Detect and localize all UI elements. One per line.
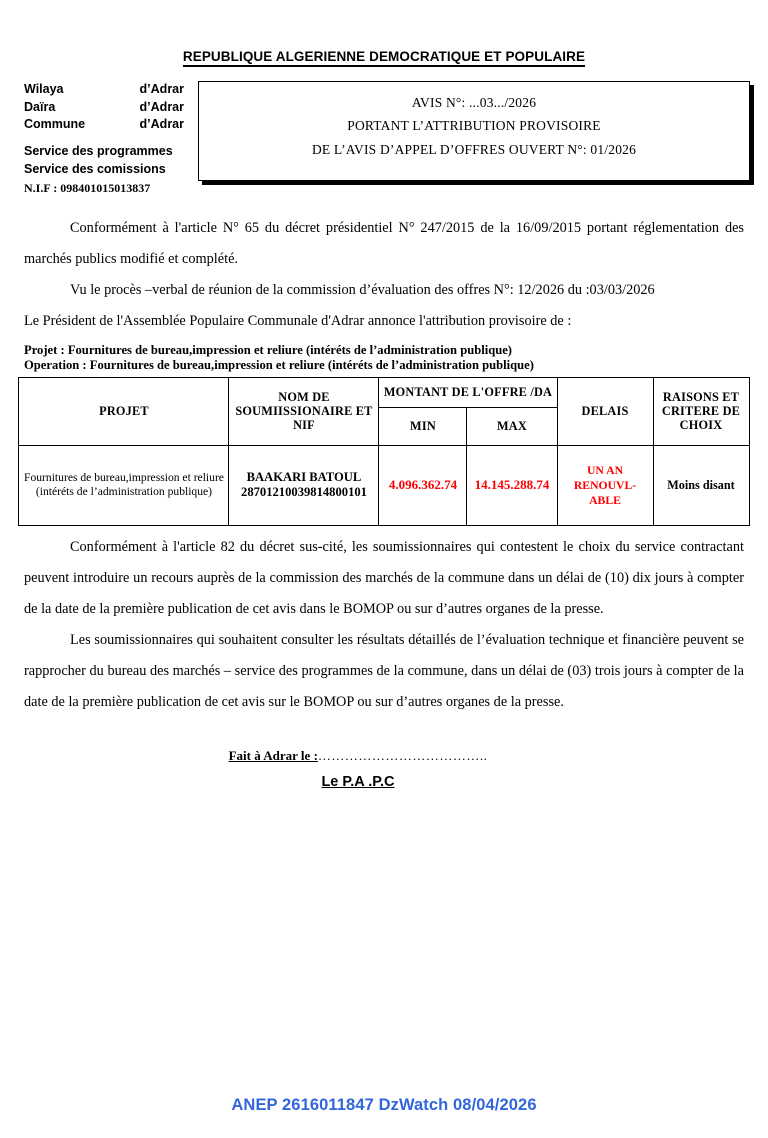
project-operation-block (24, 343, 744, 374)
signature-block (0, 748, 768, 791)
header-commune-row (24, 116, 184, 134)
footer-anep (0, 1096, 768, 1115)
paragraph-appeal-procedure: Conformément à l'article 82 du décret sus-cité, les soumissionnaires qui contestent le choix du service contractant peuvent introduire un recours auprès de la commission des marchés de la commune dans un délai de (10) dix jours à compter de la date de la première publication de cet avis dans le BOMOP ou sur d’autres organes de la presse. (24, 538, 744, 617)
header-service-comissions: Service des comissions (24, 161, 166, 176)
signature-signer: Le P.A .P.C (321, 773, 395, 790)
header-row (0, 81, 768, 197)
operation-line: Operation : Fournitures de bureau,impression et reliure (intéréts de l’administration publique) (24, 358, 534, 373)
cell-max-amount: 14.145.288.74 (467, 445, 557, 525)
signature-dots: ……………………………….. (317, 747, 488, 763)
page-title-text: REPUBLIQUE ALGERIENNE DEMOCRATIQUE ET POPULAIRE (183, 49, 585, 67)
header-left-spacer (24, 134, 184, 143)
table-body (19, 445, 749, 525)
th-projet: PROJET (19, 377, 229, 445)
header-daira-row (24, 99, 184, 117)
notice-number: AVIS N°: ...03.../2026 (411, 94, 537, 110)
document-body-lower (0, 532, 768, 718)
table-head (19, 377, 749, 445)
th-delais: DELAIS (557, 377, 653, 445)
notice-title-box (198, 81, 750, 182)
footer-anep-text: ANEP 2616011847 DzWatch 08/04/2026 (231, 1096, 537, 1114)
th-montant: MONTANT DE L'OFFRE /DA (379, 377, 557, 407)
header-commune-label: Commune (24, 117, 86, 132)
cell-soumissionaire-nom: BAAKARI BATOUL (246, 470, 362, 485)
notice-subject: PORTANT L’ATTRIBUTION PROVISOIRE (347, 118, 601, 134)
attribution-table (18, 377, 749, 526)
th-soumissionaire: NOM DE SOUMIISSIONAIRE ET NIF (229, 377, 379, 445)
page-title (0, 0, 768, 65)
header-commune-value: d’Adrar (139, 117, 184, 132)
signature-inner (229, 748, 488, 790)
th-max: MAX (467, 407, 557, 445)
paragraph-decree-reference: Conformément à l'article N° 65 du décret présidentiel N° 247/2015 de la 16/09/2015 portant réglementation des marchés publics modifié et complété. (24, 219, 744, 267)
cell-raisons: Moins disant (653, 445, 749, 525)
cell-soumissionaire-nif: 28701210039814800101 (241, 485, 367, 500)
header-wilaya-row (24, 81, 184, 99)
cell-soumissionaire (229, 445, 379, 525)
header-left-block (24, 81, 184, 197)
project-line: Projet : Fournitures de bureau,impression et reliure (intéréts de l’administration publique) (24, 342, 512, 357)
signature-place-line (229, 748, 488, 764)
header-daira-value: d’Adrar (139, 99, 184, 114)
header-wilaya-label: Wilaya (24, 81, 64, 96)
cell-min-amount: 4.096.362.74 (379, 445, 467, 525)
header-nif: N.I.F : 098401015013837 (24, 180, 151, 195)
signature-place-label: Fait à Adrar le : (228, 747, 318, 763)
cell-delais: UN AN RENOUVL-ABLE (557, 445, 653, 525)
header-service-programmes: Service des programmes (24, 144, 173, 159)
th-raisons: RAISONS ET CRITERE DE CHOIX (653, 377, 749, 445)
notice-tender-reference: DE L’AVIS D’APPEL D’OFFRES OUVERT N°: 01/2026 (311, 141, 637, 157)
paragraph-consult-results: Les soumissionnaires qui souhaitent consulter les résultats détaillés de l’évaluation technique et financière peuvent se rapprocher du bureau des marchés – service des programmes de la commune, dans un délai de (03) trois jours à compter de la date de la première publication de cet avis sur le BOMOP ou sur d’autres organes de la presse. (24, 631, 744, 710)
cell-projet: Fournitures de bureau,impression et reliure (intéréts de l’administration publique) (19, 445, 229, 525)
document-body (0, 213, 768, 374)
header-daira-label: Daïra (24, 99, 56, 114)
paragraph-president-announcement: Le Président de l'Assemblée Populaire Communale d'Adrar annonce l'attribution provisoire de : (24, 312, 572, 329)
th-min: MIN (379, 407, 467, 445)
header-wilaya-value: d’Adrar (139, 81, 184, 96)
paragraph-commission-minutes: Vu le procès –verbal de réunion de la commission d’évaluation des offres N°: 12/2026 du :03/03/2026 (70, 281, 655, 298)
table-row (19, 445, 749, 525)
table-header-row-1 (19, 377, 749, 407)
